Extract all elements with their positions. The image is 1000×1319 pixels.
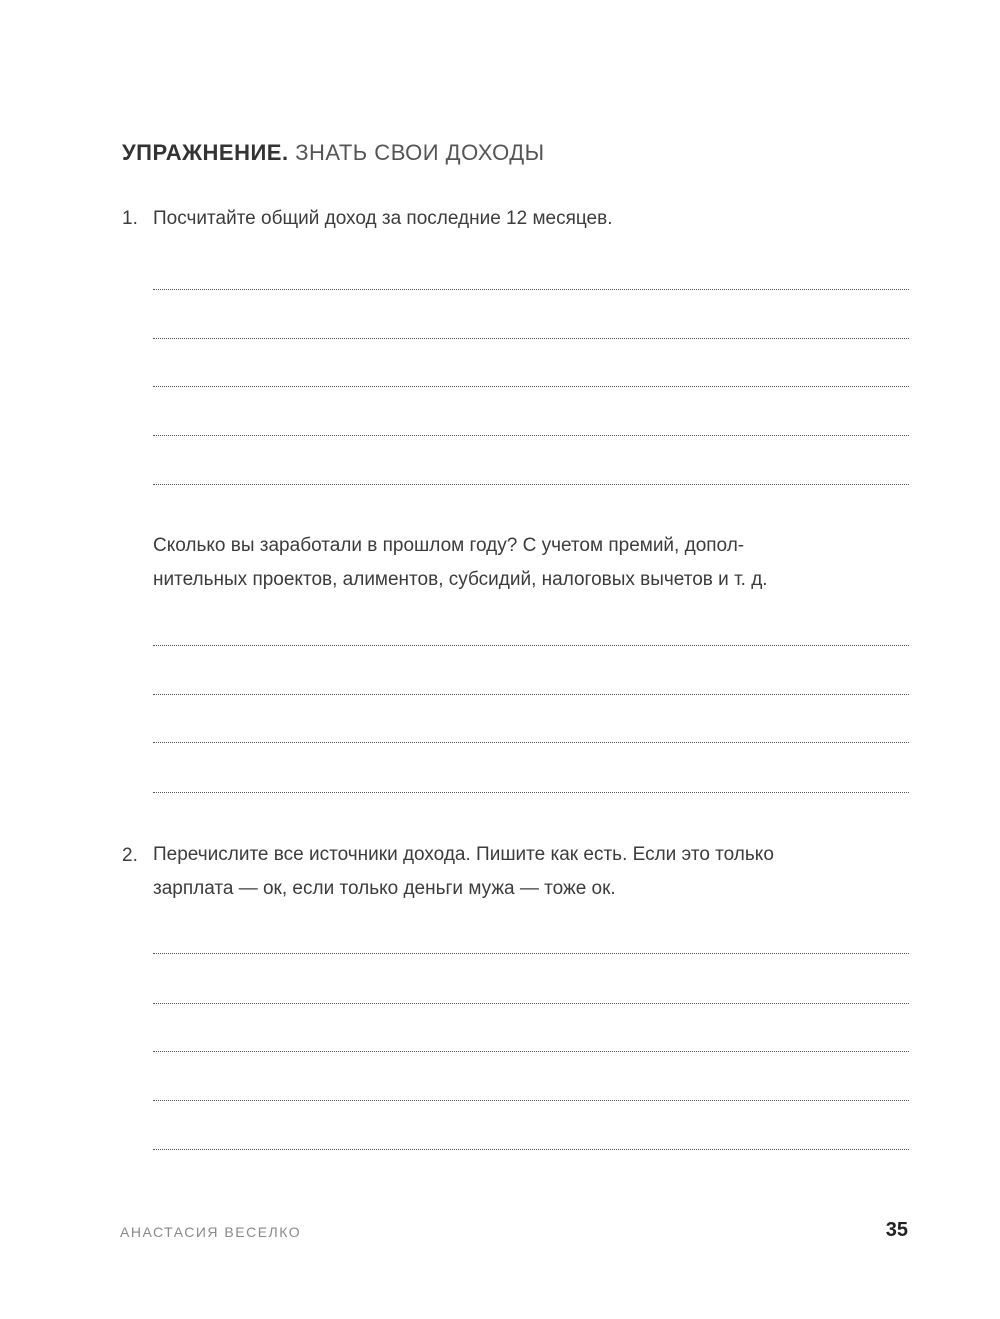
page-number: 35 bbox=[885, 1219, 908, 1241]
answer-line[interactable] bbox=[153, 386, 909, 387]
footer-author: АНАСТАСИЯ ВЕСЕЛКО bbox=[120, 1224, 302, 1240]
question-1-followup-line-2: нительных проектов, алиментов, субсидий, налоговых вычетов и т. д. bbox=[153, 569, 768, 590]
question-1-text: Посчитайте общий доход за последние 12 месяцев. bbox=[153, 208, 613, 229]
question-2-text-line-1: Перечислите все источники дохода. Пишите как есть. Если это только bbox=[153, 844, 774, 865]
answer-line[interactable] bbox=[153, 1149, 909, 1150]
answer-line[interactable] bbox=[153, 645, 909, 646]
answer-line[interactable] bbox=[153, 792, 909, 793]
answer-line[interactable] bbox=[153, 338, 909, 339]
answer-line[interactable] bbox=[153, 1003, 909, 1004]
answer-line[interactable] bbox=[153, 289, 909, 290]
question-1-number: 1. bbox=[122, 208, 138, 229]
question-2-text-line-2: зарплата — ок, если только деньги мужа — тоже ок. bbox=[153, 878, 616, 899]
answer-line[interactable] bbox=[153, 694, 909, 695]
answer-line[interactable] bbox=[153, 953, 909, 954]
exercise-title bbox=[122, 140, 545, 166]
answer-line[interactable] bbox=[153, 1051, 909, 1052]
answer-line[interactable] bbox=[153, 742, 909, 743]
answer-line[interactable] bbox=[153, 484, 909, 485]
question-2-number: 2. bbox=[122, 845, 138, 866]
exercise-label: УПРАЖНЕНИЕ. bbox=[122, 140, 289, 165]
exercise-name: ЗНАТЬ СВОИ ДОХОДЫ bbox=[295, 140, 545, 165]
answer-line[interactable] bbox=[153, 1100, 909, 1101]
answer-line[interactable] bbox=[153, 435, 909, 436]
question-1-followup-line-1: Сколько вы заработали в прошлом году? С учетом премий, допол- bbox=[153, 535, 745, 556]
